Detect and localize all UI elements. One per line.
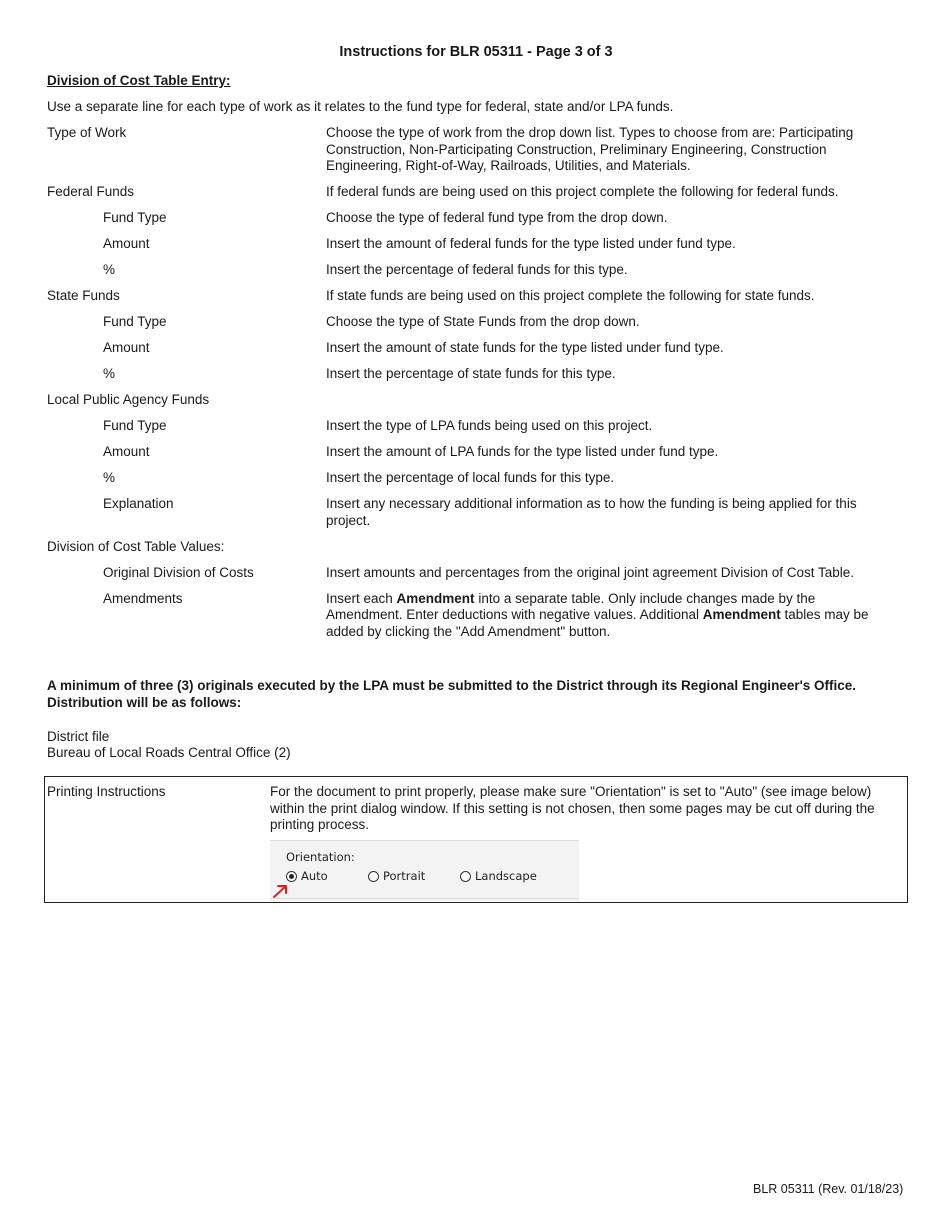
row-amendments: [0, 591, 950, 641]
orientation-image: [270, 840, 579, 901]
description: If federal funds are being used on this project complete the following for federal funds.: [326, 184, 839, 199]
term: Federal Funds: [47, 184, 135, 199]
page-title: Instructions for BLR 05311 - Page 3 of 3: [339, 44, 613, 60]
distribution-list: [47, 729, 291, 761]
radio-icon: [460, 871, 471, 882]
term: Fund Type: [103, 418, 167, 433]
term: State Funds: [47, 288, 120, 303]
orientation-label: Orientation:: [286, 850, 355, 864]
term: Local Public Agency Funds: [47, 392, 210, 407]
printing-label: Printing Instructions: [47, 784, 166, 799]
term: %: [103, 366, 116, 381]
section-heading: Division of Cost Table Entry:: [47, 73, 231, 88]
term: Type of Work: [47, 125, 127, 140]
description: Insert the percentage of local funds for this type.: [326, 470, 615, 485]
description: Insert any necessary additional information as to how the funding is being applied for this project.: [326, 496, 857, 528]
description: Insert each Amendment into a separate table. Only include changes made by the Amendment. Enter deductions with negative values. Additional Amendment tables may be added by clicking the "Add Amendment" button.: [326, 590, 869, 639]
term: Fund Type: [103, 210, 167, 225]
row-state-funds: [0, 288, 950, 305]
term: Amount: [103, 444, 150, 459]
radio-icon: [368, 871, 379, 882]
term: Explanation: [103, 496, 174, 511]
row-federal-fund-type: [0, 210, 950, 227]
row-federal-amount: [0, 236, 950, 253]
term: %: [103, 470, 116, 485]
term: Division of Cost Table Values:: [47, 538, 225, 554]
distribution-item: Bureau of Local Roads Central Office (2): [47, 745, 291, 760]
description: Choose the type of federal fund type from the drop down.: [326, 210, 668, 225]
orientation-auto-option: Auto: [286, 869, 328, 883]
row-explanation: [0, 496, 950, 529]
description: Insert the percentage of federal funds for this type.: [326, 262, 628, 277]
term: Amendments: [103, 590, 183, 606]
description: Insert the percentage of state funds for this type.: [326, 366, 616, 381]
term: Amount: [103, 236, 150, 251]
row-state-fund-type: [0, 314, 950, 331]
row-state-percent: [0, 366, 950, 383]
term: Original Division of Costs: [103, 564, 254, 580]
radio-selected-icon: [286, 871, 297, 882]
row-local-fund-type: [0, 418, 950, 435]
printing-instructions-box: [44, 776, 908, 903]
description: Insert the amount of state funds for the type listed under fund type.: [326, 340, 724, 355]
description: If state funds are being used on this project complete the following for state funds.: [326, 288, 815, 303]
row-original-division: [0, 565, 950, 582]
orientation-landscape-option: Landscape: [460, 869, 537, 883]
instruction-list: [0, 125, 950, 640]
description: Choose the type of work from the drop down list. Types to choose from are: Participating Construction, Non-Participating Construction, Preliminary Engineering, Construction Engineering, Right-of-Way, Railroads, Utilities, and Materials.: [326, 125, 854, 173]
row-federal-funds: [0, 184, 950, 201]
description: Insert amounts and percentages from the original joint agreement Division of Cost Table.: [326, 564, 855, 580]
term: Fund Type: [103, 314, 167, 329]
term: %: [103, 262, 116, 277]
description: Insert the amount of federal funds for the type listed under fund type.: [326, 236, 736, 251]
orientation-portrait-option: Portrait: [368, 869, 425, 883]
form-revision: BLR 05311 (Rev. 01/18/23): [753, 1182, 904, 1196]
row-local-percent: [0, 470, 950, 487]
row-state-amount: [0, 340, 950, 357]
row-table-values: [0, 539, 950, 556]
submission-note: A minimum of three (3) originals executed by the LPA must be submitted to the District through its Regional Engineer's Office. Distribution will be as follows:: [47, 678, 857, 710]
term: Amount: [103, 340, 150, 355]
description: Choose the type of State Funds from the drop down.: [326, 314, 640, 329]
row-local-funds: [0, 392, 950, 409]
row-federal-percent: [0, 262, 950, 279]
row-local-amount: [0, 444, 950, 461]
description: Insert the amount of LPA funds for the type listed under fund type.: [326, 444, 719, 459]
red-arrow-icon: [272, 883, 290, 899]
printing-text: For the document to print properly, please make sure "Orientation" is set to "Auto" (see image below) within the print dialog window. If this setting is not chosen, then some pages may be cut off during the printing process.: [270, 784, 875, 832]
description: Insert the type of LPA funds being used on this project.: [326, 418, 653, 433]
row-type-of-work: [0, 125, 950, 175]
intro-text: Use a separate line for each type of work as it relates to the fund type for federal, state and/or LPA funds.: [47, 99, 674, 114]
distribution-item: District file: [47, 729, 110, 744]
